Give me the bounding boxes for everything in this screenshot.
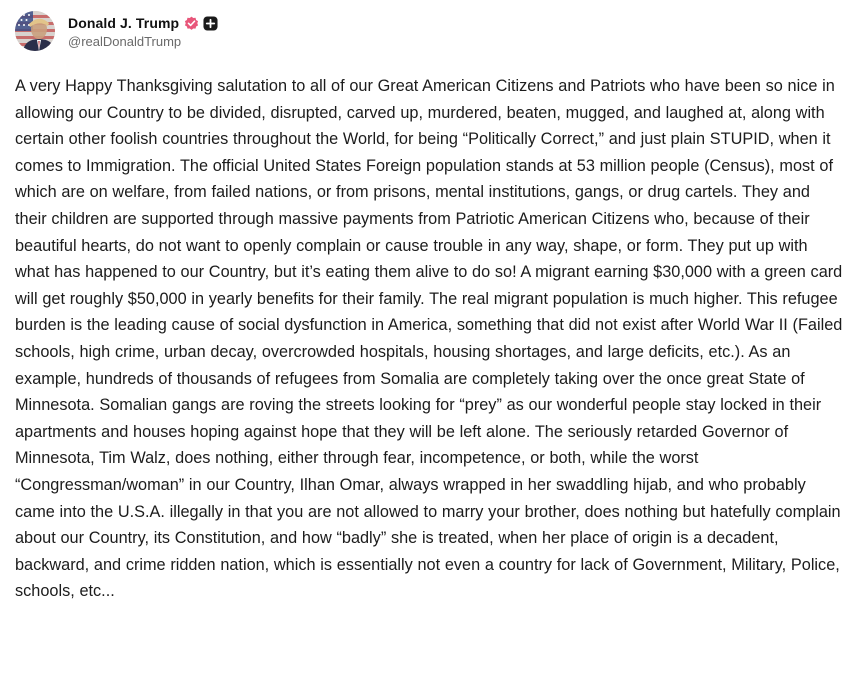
post-header: [15, 9, 218, 53]
author-display-name[interactable]: Donald J. Trump: [68, 15, 180, 31]
name-row: [68, 13, 218, 33]
flag-portrait-avatar-icon: [15, 11, 55, 51]
plus-icon[interactable]: [203, 16, 218, 31]
author-info: [68, 13, 218, 49]
post-text: A very Happy Thanksgiving salutation to all of our Great American Citizens and Patriots who have been so nice in allowing our Country to be divided, disrupted, carved up, murdered, beaten, mugged, and laughed at, along with certain other foolish countries throughout the World, for being “Politically Correct,” and just plain STUPID, when it comes to Immigration. The official United States Foreign population stands at 53 million people (Census), most of which are on welfare, from failed nations, or from prisons, mental institutions, gangs, or drug cartels. They and their children are supported through massive payments from Patriotic American Citizens who, because of their beautiful hearts, do not want to openly complain or cause trouble in any way, shape, or form. They put up with what has happened to our Country, but it’s eating them alive to do so! A migrant earning $30,000 with a green card will get roughly $50,000 in yearly benefits for their family. The real migrant population is much higher. This refugee burden is the leading cause of social dysfunction in America, something that did not exist after World War II (Failed schools, high crime, urban decay, overcrowded hospitals, housing shortages, and large deficits, etc.). As an example, hundreds of thousands of refugees from Somalia are completely taking over the once great State of Minnesota. Somalian gangs are roving the streets looking for “prey” as our wonderful people stay locked in their apartments and houses hoping against hope that they will be left alone. The seriously retarded Governor of Minnesota, Tim Walz, does nothing, either through fear, incompetence, or both, while the worst “Congressman/woman” in our Country, Ilhan Omar, always wrapped in her swaddling hijab, and who probably came into the U.S.A. illegally in that you are not allowed to marry your brother, does nothing but hatefully complain about our Country, its Constitution, and how “badly” she is treated, when her place of origin is a decadent, backward, and crime ridden nation, which is essentially not even a country for lack of Government, Military, Police, schools, etc...: [15, 77, 843, 601]
author-handle[interactable]: @realDonaldTrump: [68, 34, 182, 49]
avatar[interactable]: [15, 11, 55, 51]
verified-badge-icon: [184, 16, 199, 31]
